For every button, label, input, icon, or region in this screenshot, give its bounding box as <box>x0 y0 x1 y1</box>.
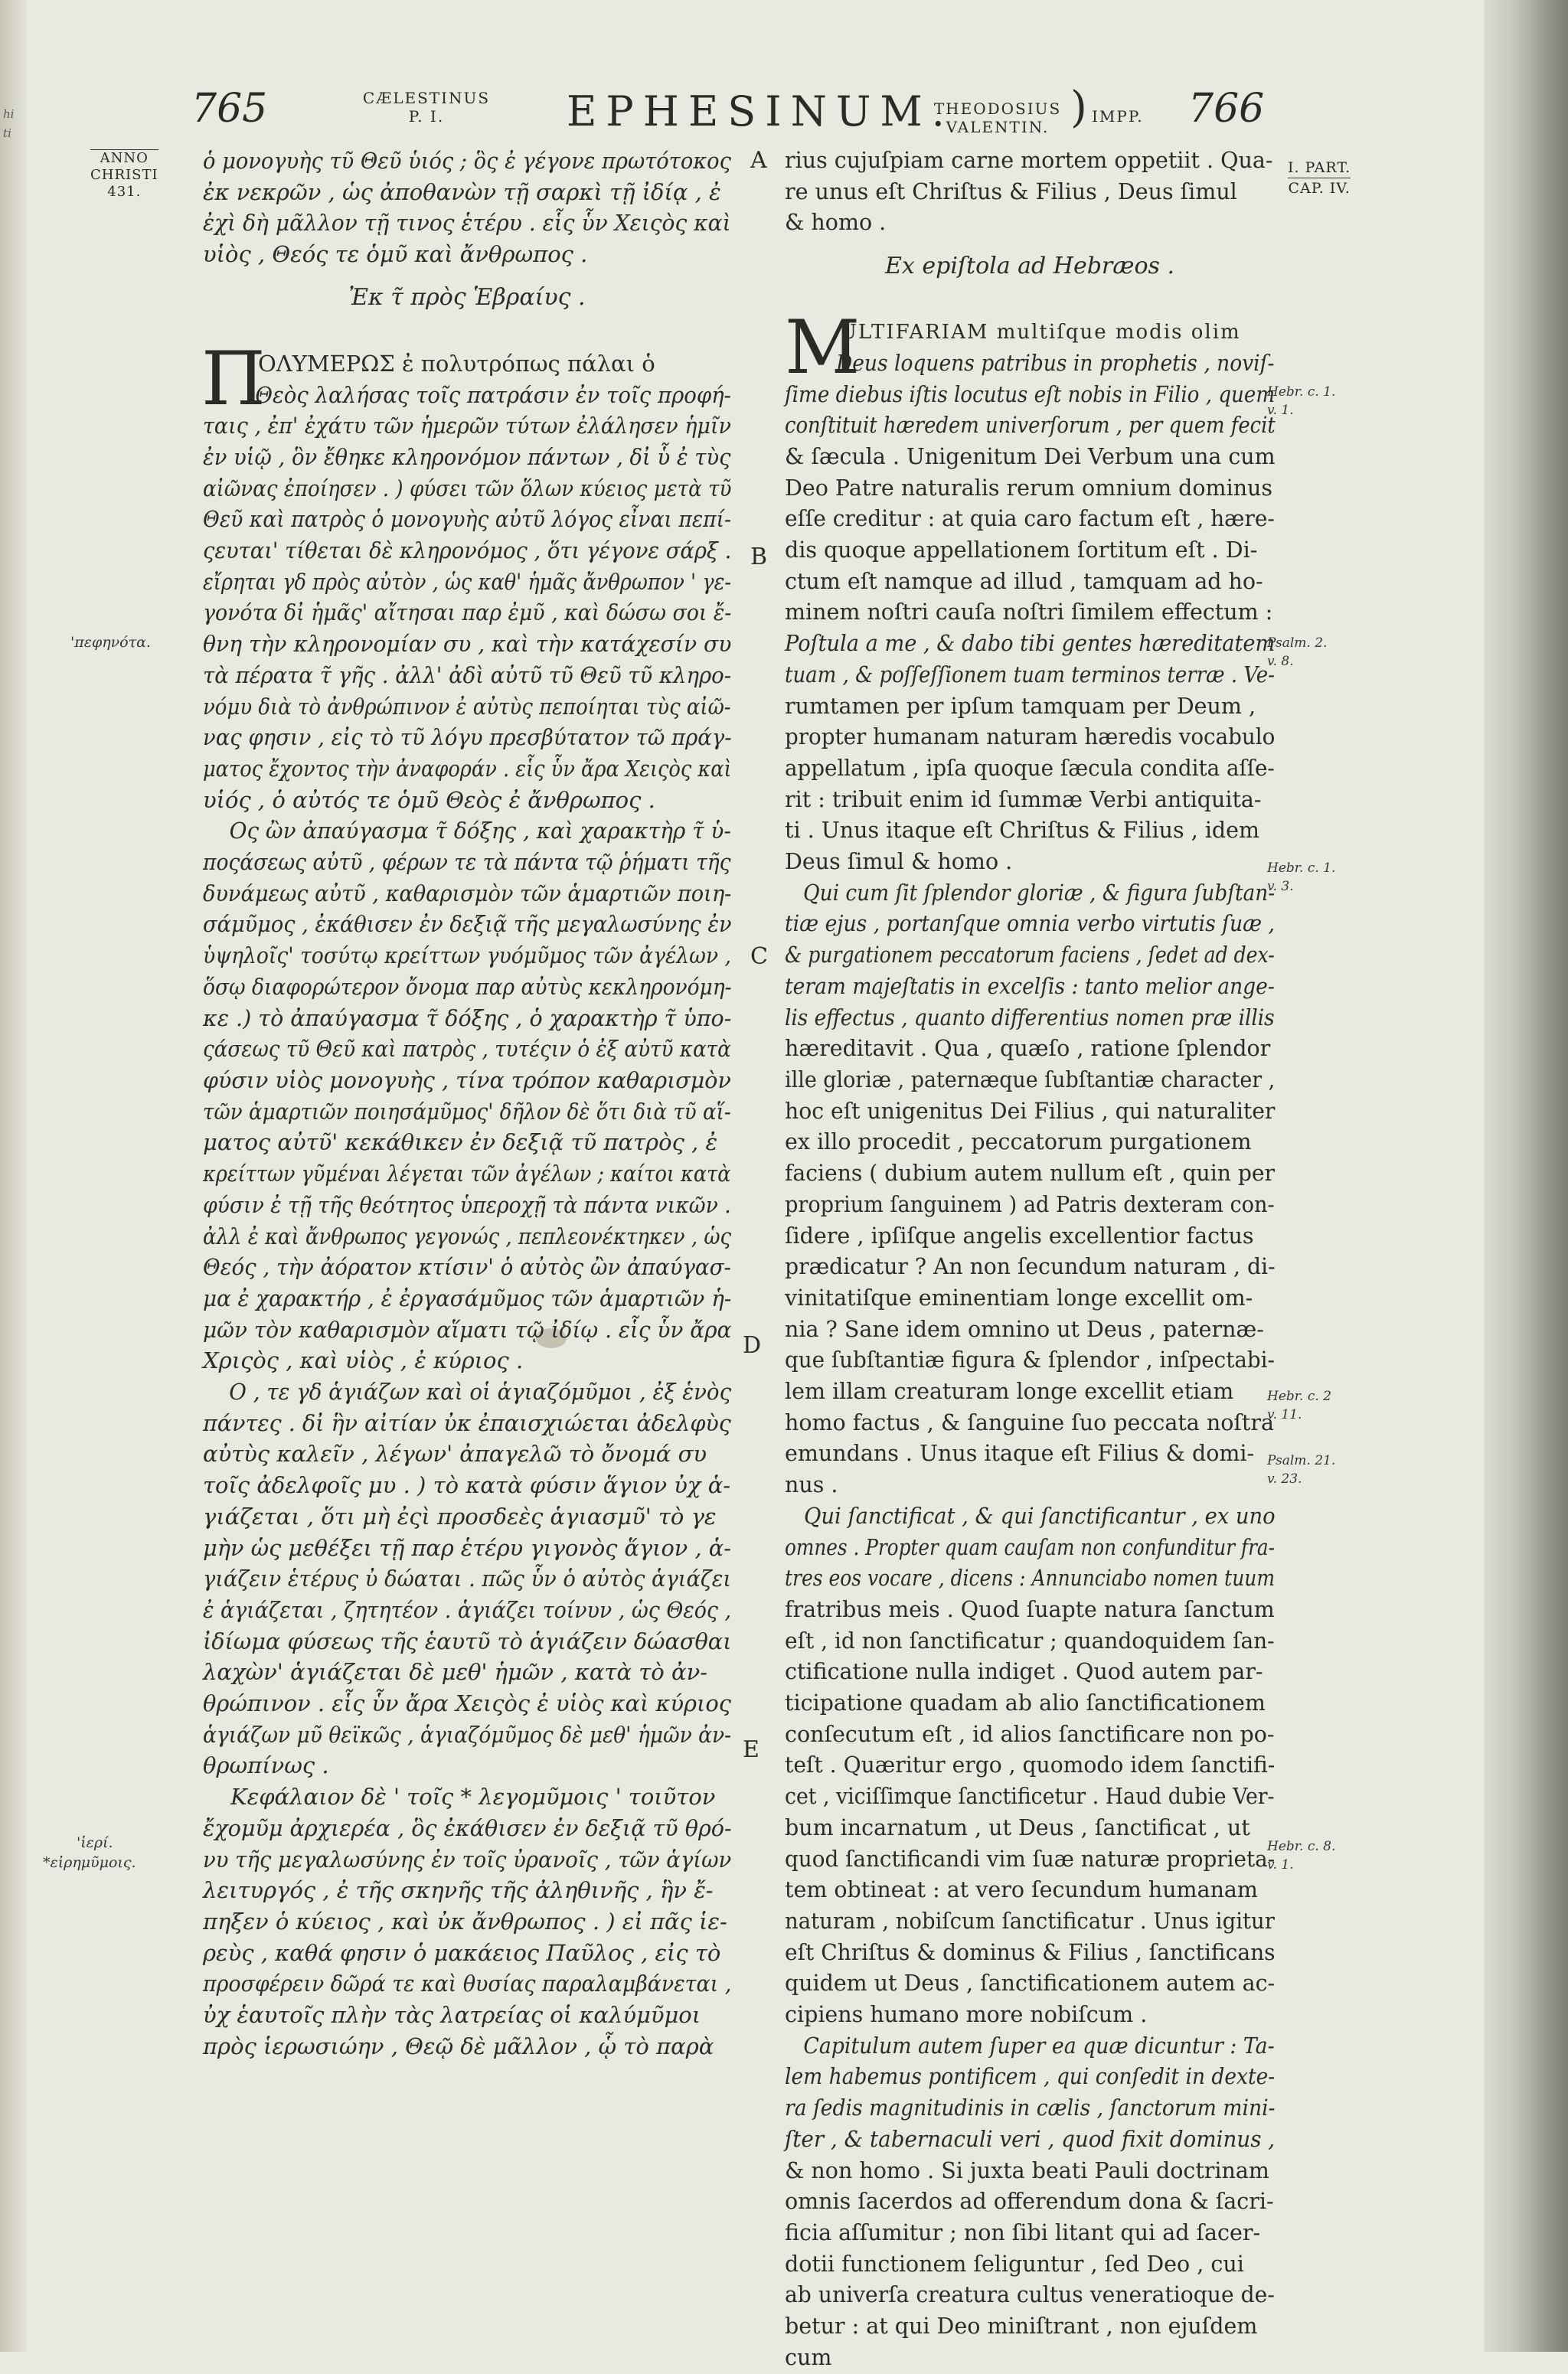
page-stack-edge <box>1484 0 1568 2352</box>
scripture-ref: Hebr. c. 2 v. 11. <box>1267 1389 1331 1422</box>
scripture-ref: Psalm. 21. v. 23. <box>1267 1453 1336 1487</box>
page-number-right: 766 <box>1188 86 1265 132</box>
text-line: ille gloriæ , paternæque ſubſtantiæ character , <box>785 1066 1276 1092</box>
margin-note-eir: *εἰρημῦμοις. <box>43 1854 136 1871</box>
text-line: conſecutum eſt , id alios ſanctificare non po- <box>785 1721 1275 1747</box>
text-line: δυνάμεως αὐτῦ , καθαρισμὸν τῶν ἁμαρτιῶν ποιη- <box>203 880 732 906</box>
greek-column <box>203 145 731 2062</box>
text-line: emundans . Unus itaque eſt Filius & domi- <box>785 1441 1255 1467</box>
greek-section-heading: Ἐκ τ̃ πρὸς Ἑβραίυς . <box>348 283 586 311</box>
text-line: Qui cum ſit ſplendor gloriæ , & figura ſubſtan- <box>803 880 1276 906</box>
text-line: νυ τῆς μεγαλωσύνης ἐν τοῖς ὐρανοῖς , τῶν ἁγίων <box>203 1846 732 1873</box>
text-line: ἐχὶ δὴ μᾶλλον τῇ τινος ἑτέρυ . εἷς ὗν Χειςὸς καὶ <box>203 210 731 237</box>
text-line: ſter , & tabernaculi veri , quod fixit dominus , <box>785 2126 1276 2152</box>
text-line: propter humanam naturam hæredis vocabulo <box>785 724 1276 750</box>
greek-paragraph-4 <box>203 1781 731 2062</box>
text-line: γιάζεται , ὅτι μὴ ἐςὶ προσδεὲς ἁγιασμῦ' τὸ γε <box>203 1503 717 1530</box>
text-line: & homo . <box>785 210 887 236</box>
text-line: Θεός , τὴν ἀόρατον κτίσιν' ὁ αὐτὸς ὢν ἀπαύγασ- <box>203 1254 731 1281</box>
text-line: Poſtula a me , & dabo tibi gentes hæreditatem <box>785 631 1276 657</box>
greek-paragraph-2 <box>203 815 731 1376</box>
page-number-left: 765 <box>191 86 268 132</box>
text-line: nia ? Sane idem omnino ut Deus , paternæ- <box>785 1316 1264 1342</box>
text-line: Deo Patre naturalis rerum omnium dominus <box>785 475 1273 501</box>
latin-paragraph-4 <box>785 2031 1275 2374</box>
text-line: Capitulum autem ſuper ea quæ dicuntur : Ta- <box>803 2033 1275 2059</box>
text-line: Deus loquens patribus in prophetis , noviſ- <box>835 350 1275 376</box>
text-line: νας φησιν , εἰς τὸ τῦ λόγυ πρεσβύτατον τῶ πράγ- <box>203 724 732 751</box>
text-line: dis quoque appellationem ſortitum eſt . Di- <box>785 537 1258 563</box>
text-line: ὅσῳ διαφορώτερον ὄνομα παρ αὐτὺς κεκληρονόμη- <box>203 973 732 1000</box>
margin-note-pefyroto: 'πεφηνότα. <box>70 634 151 651</box>
caelestinus-label: CÆLESTINUS P. I. <box>362 89 491 126</box>
text-line: proprium ſanguinem ) ad Patris dexteram con- <box>785 1191 1275 1217</box>
text-line: γιάζειν ἑτέρυς ὐ δώαται . πῶς ὗν ὁ αὐτὸς ἁγιάζει <box>203 1566 732 1592</box>
text-line: τῶν ἁμαρτιῶν ποιησάμῦμος' δῆλον δὲ ὅτι διὰ τῦ αἵ- <box>203 1098 731 1125</box>
text-line: πάντες . δἰ ἣν αἰτίαν ὐκ ἐπαισχιώεται ἀδελφὺς <box>203 1409 731 1436</box>
text-line: Θεῦ καὶ πατρὸς ὁ μονογυὴς αὐτῦ λόγος εἶναι πεπί- <box>203 506 732 533</box>
text-line: ex illo procedit , peccatorum purgationem <box>785 1129 1252 1155</box>
text-line: ti . Unus itaque eſt Chriſtus & Filius , idem <box>785 818 1260 844</box>
text-line: hæreditavit . Qua , quæſo , ratione ſplendor <box>785 1036 1271 1062</box>
text-line: naturam , nobiſcum ſanctificatur . Unus igitur <box>785 1908 1275 1934</box>
text-line: προσφέρειν δῶρά τε καὶ θυσίας παραλαμβάνεται , <box>203 1971 732 1997</box>
text-line: bum incarnatum , ut Deus , ſanctificat , ut <box>785 1814 1250 1840</box>
text-line: quod ſanctificandi vim ſuæ naturæ proprieta- <box>785 1846 1276 1872</box>
text-line: ςάσεως τῦ Θεῦ καὶ πατρὸς , τυτέςιν ὁ ἐξ αὐτῦ κατὰ <box>203 1036 731 1063</box>
section-letter-c: C <box>750 943 768 970</box>
text-line: ταις , ἐπ' ἐχάτυ τῶν ἡμερῶν τύτων ἐλάλησεν ἡμῖν <box>203 413 731 439</box>
text-line: rumtamen per ipſum tamquam per Deum , <box>785 693 1256 719</box>
text-line: ULTIFARIAM multiſque modis olim <box>840 321 1241 345</box>
text-line: lem illam creaturam longe excellit etiam <box>785 1379 1234 1405</box>
text-line: hoc eſt unigenitus Dei Filius , qui naturaliter <box>785 1098 1276 1124</box>
text-line: ρεὺς , καθά φησιν ὁ μακάειος Παῦλος , εἰς τὸ <box>203 1939 721 1966</box>
latin-paragraph-3 <box>785 1501 1275 2031</box>
text-line: quidem ut Deus , ſanctificationem autem ac- <box>785 1971 1276 1997</box>
text-line: θνη τὴν κληρονομίαν συ , καὶ τὴν κατάχεσίν συ <box>203 631 732 658</box>
text-line: teſt . Quæritur ergo , quomodo idem ſanctifi- <box>785 1752 1276 1778</box>
text-line: ποςάσεως αὐτῦ , φέρων τε τὰ πάντα τῷ ῥήματι τῆς <box>203 849 731 876</box>
latin-section-heading: Ex epiſtola ad Hebræos . <box>885 253 1174 280</box>
scripture-ref: Hebr. c. 1. v. 1. <box>1267 384 1336 418</box>
text-line: & purgationem peccatorum faciens , ſedet ad dex- <box>785 942 1275 968</box>
text-line: ματος ἔχοντος τὴν ἀναφοράν . εἷς ὗν ἄρα Χειςὸς καὶ <box>203 755 732 782</box>
text-line: tiæ ejus , portanſque omnia verbo virtutis ſuæ , <box>785 911 1275 937</box>
text-line: κε .) τὸ ἀπαύγασμα τ̃ δόξης , ὁ χαρακτὴρ τ̃ ὑπο- <box>203 1004 732 1031</box>
greek-intro <box>203 145 731 270</box>
latin-column <box>785 145 1275 2374</box>
header-brace: ) <box>1070 83 1087 132</box>
text-line: ὐχ ἑαυτοῖς πλὴν τὰς λατρείας οἱ καλύμῦμοι <box>203 2002 701 2029</box>
text-line: τὰ πέρατα τ̃ γῆς . ἀλλ' ἀδὶ αὐτῦ τῦ Θεῦ τῦ κληρο- <box>203 661 732 688</box>
text-line: re unus eſt Chriſtus & Filius , Deus ſimul <box>785 178 1237 204</box>
text-line: υἱός , ὁ αὐτός τε ὁμῦ Θεὸς ἐ ἄνθρωπος . <box>203 786 655 813</box>
text-line: πρὸς ἱερωσιώην , Θεῷ δὲ μᾶλλον , ᾧ τὸ παρὰ <box>203 2033 714 2059</box>
text-line: omnes . Propter quam cauſam non confunditur fra- <box>785 1534 1276 1560</box>
text-line: λειτυργός , ἐ τῆς σκηνῆς τῆς ἀληθινῆς , ἣν ἔ- <box>203 1877 714 1904</box>
text-line: ματος αὐτῦ' κεκάθικεν ἐν δεξιᾷ τῦ πατρὸς , ἐ <box>203 1129 718 1156</box>
text-line: vinitatiſque eminentiam longe excellit om- <box>785 1285 1253 1311</box>
latin-paragraph-1 <box>785 305 1276 878</box>
text-line: ſime diebus iſtis locutus eſt nobis in Filio , quem <box>785 381 1276 407</box>
text-line: prædicatur ? An non ſecundum naturam , di- <box>785 1254 1276 1280</box>
text-line: ὁ μονογυὴς τῦ Θεῦ ὑιός ; ὃς ἐ γέγονε πρωτότοκος <box>203 148 731 174</box>
section-letter-a: A <box>750 147 767 174</box>
text-line: tres eos vocare , dicens : Annunciabo nomen tuum <box>785 1566 1276 1592</box>
text-line: eſt Chriſtus & dominus & Filius , ſanctificans <box>785 1939 1276 1965</box>
text-line: cet , viciſſimque ſanctificetur . Haud dubie Ver- <box>785 1784 1275 1810</box>
greek-paragraph-1 <box>201 335 732 816</box>
latin-paragraph-2 <box>785 878 1275 1501</box>
text-line: ςευται' τίθεται δὲ κληρονόμος , ὅτι γέγονε σάρξ . <box>203 537 732 564</box>
text-line: lem habemus pontificem , qui conſedit in dexte- <box>785 2064 1276 2090</box>
margin-note-ieri: 'ἱερί. <box>77 1834 113 1851</box>
text-line: ab univerſa creatura cultus veneratioque de- <box>785 2282 1275 2308</box>
text-line: ἀλλ ἐ καὶ ἄνθρωπος γεγονώς , πεπλεονέκτηκεν , ὡς <box>203 1223 732 1249</box>
text-line: σάμῦμος , ἐκάθισεν ἐν δεξιᾷ τῆς μεγαλωσύνης ἐν <box>203 911 732 938</box>
text-line: tem obtineat : at vero ſecundum humanam <box>785 1877 1258 1903</box>
text-line: ΟΛΥΜΕΡΩΣ ἐ πολυτρόπως πάλαι ὁ <box>258 350 655 377</box>
text-line: rius cujuſpiam carne mortem oppetiit . Qua- <box>785 148 1273 173</box>
section-letter-b: B <box>750 544 768 570</box>
text-line: teram majeſtatis in excelſis : tanto melior ange- <box>785 973 1275 999</box>
previous-page-edge: hi ti <box>0 0 26 2352</box>
text-line: Χριςὸς , καὶ υἱὸς , ἐ κύριος . <box>203 1347 524 1374</box>
text-line: ὑψηλοῖς' τοσύτῳ κρείττων γυόμῦμος τῶν ἀγέλων , <box>203 942 731 969</box>
part-chapter-note: I. PART. CAP. IV. <box>1288 159 1351 197</box>
text-line: ἐκ νεκρῶν , ὡς ἀποθανὼν τῇ σαρκὶ τῇ ἰδίᾳ , ἐ <box>203 178 721 205</box>
text-line: Deus ſimul & homo . <box>785 849 1013 875</box>
text-line: conſtituit hæredem univerſorum , per quem fecit <box>785 413 1276 439</box>
text-line: μὴν ὡς μεθέξει τῇ παρ ἑτέρυ γιγονὸς ἅγιον , ἁ- <box>203 1534 731 1561</box>
text-line: ἔχομῦμ ἀρχιερέα , ὃς ἐκάθισεν ἐν δεξιᾷ τῦ θρό- <box>203 1814 732 1841</box>
text-line: ſidere , ipſiſque angelis excellentior factus <box>785 1223 1254 1249</box>
text-line: cipiens humano more nobiſcum . <box>785 2002 1148 2028</box>
text-line: πηξεν ὁ κύειος , καὶ ὐκ ἄνθρωπος . ) εἰ πᾶς ἱε- <box>203 1908 727 1935</box>
text-line: ἰδίωμα φύσεως τῆς ἑαυτῦ τὸ ἁγιάζειν δώασθαι <box>203 1628 732 1654</box>
text-line: θρώπινον . εἷς ὗν ἄρα Χειςὸς ἐ υἱὸς καὶ κύριος <box>203 1690 731 1717</box>
text-line: Qui ſanctificat , & qui ſanctificantur , ex uno <box>803 1503 1276 1529</box>
theodosius-label: THEODOSIUS VALENTIN. <box>933 100 1062 136</box>
latin-drop-cap: M <box>785 305 861 391</box>
text-line: ἐ ἁγιάζεται , ζητητέον . ἁγιάζει τοίνυν , ὡς Θεός , <box>203 1596 732 1623</box>
text-line: fratribus meis . Quod ſuapte natura ſanctum <box>785 1596 1275 1622</box>
greek-drop-cap: Π <box>201 335 266 422</box>
text-line: νόμυ διὰ τὸ ἀνθρώπινον ἐ αὐτὺς πεποίηται τὺς αἰῶ- <box>203 693 731 720</box>
text-line: ra ſedis magnitudinis in cælis , ſanctorum mini- <box>785 2095 1276 2121</box>
text-line: betur : at qui Deo miniſtrant , non ejuſdem <box>785 2314 1258 2340</box>
text-line: κρείττων γῦμέναι λέγεται τῶν ἀγέλων ; καίτοι κατὰ <box>203 1161 731 1187</box>
text-line: μῶν τὸν καθαρισμὸν αἵματι τῷ ἰδίῳ . εἷς ὗν ἄρα <box>203 1316 732 1343</box>
text-line: αὐτὺς καλεῖν , λέγων' ἀπαγελῶ τὸ ὄνομά συ <box>203 1441 707 1468</box>
text-line: cum <box>785 2344 832 2370</box>
section-letter-d: D <box>743 1332 762 1359</box>
text-line: εἴρηται γδ πρὸς αὐτὸν , ὡς καθ' ἡμᾶς ἄνθρωπον ' γε- <box>203 568 732 595</box>
text-line: eſt , id non ſanctificatur ; quandoquidem ſan- <box>785 1628 1275 1654</box>
text-line: homo factus , & ſanguine ſuo peccata noſtra <box>785 1409 1274 1435</box>
latin-intro <box>785 145 1275 239</box>
text-line: omnis ſacerdos ad offerendum dona & ſacri- <box>785 2189 1274 2215</box>
text-line: eſſe creditur : at quia caro factum eſt , hære- <box>785 506 1275 532</box>
text-line: rit : tribuit enim id ſummæ Verbi antiquita- <box>785 786 1262 812</box>
text-line: minem noſtri cauſa noſtri ſimilem effectum : <box>785 599 1273 625</box>
text-line: nus . <box>785 1472 838 1498</box>
text-line: ἐν υἱῷ , ὃν ἔθηκε κληρονόμον πάντων , δἰ ὗ ἐ τὺς <box>203 443 731 470</box>
text-line: λαχὼν' ἁγιάζεται δὲ μεθ' ἡμῶν , κατὰ τὸ ἀν- <box>203 1659 707 1686</box>
scripture-ref: Hebr. c. 1. v. 3. <box>1267 860 1336 894</box>
text-line: & non homo . Si juxta beati Pauli doctrinam <box>785 2157 1269 2183</box>
text-line: μα ἐ χαρακτήρ , ἐ ἐργασάμῦμος τῶν ἁμαρτιῶν ἡ- <box>203 1285 732 1311</box>
text-line: & ſæcula . Unigenitum Dei Verbum una cum <box>785 443 1276 469</box>
section-letter-e: E <box>743 1736 760 1763</box>
text-line: lis effectus , quanto differentius nomen præ illis <box>785 1004 1275 1030</box>
text-line: ctum eſt namque ad illud , tamquam ad ho- <box>785 568 1263 594</box>
scripture-ref: Psalm. 2. v. 8. <box>1267 635 1328 669</box>
text-line: Κεφάλαιον δὲ ' τοῖς * λεγομῦμοις ' τοιῦτον <box>230 1784 716 1811</box>
text-line: τοῖς ἀδελφοῖς μυ . ) τὸ κατὰ φύσιν ἅγιον ὐχ ἁ- <box>203 1472 731 1499</box>
text-line: ctificatione nulla indiget . Quod autem par- <box>785 1659 1263 1685</box>
text-line: ἁγιάζων μῦ θεϊκῶς , ἁγιαζόμῦμος δὲ μεθ' ἡμῶν ἀν- <box>203 1721 732 1748</box>
greek-paragraph-3 <box>203 1376 731 1781</box>
text-line: faciens ( dubium autem nullum eſt , quin per <box>785 1161 1276 1187</box>
text-line: ficia aſſumitur ; non ſibi litant qui ad ſacer- <box>785 2220 1261 2245</box>
running-title: EPHESINUM. <box>567 87 954 136</box>
text-line: que ſubſtantiæ figura & ſplendor , inſpectabi- <box>785 1347 1275 1373</box>
text-line: γονότα δἰ ἡμᾶς' αἴτησαι παρ ἐμῦ , καὶ δώσω σοι ἔ- <box>203 599 732 626</box>
scripture-ref: Hebr. c. 8. v. 1. <box>1267 1839 1336 1873</box>
text-line: dotii functionem ſeliguntur , ſed Deo , cui <box>785 2251 1244 2277</box>
text-line: αἰῶνας ἐποίησεν . ) φύσει τῶν ὅλων κύειος μετὰ τῦ <box>203 475 732 501</box>
text-line: θρωπίνως . <box>203 1752 329 1779</box>
impp-label: IMPP. <box>1092 107 1144 126</box>
text-line: Ος ὢν ἀπαύγασμα τ̃ δόξης , καὶ χαρακτὴρ τ̃ ὑ- <box>229 818 731 844</box>
text-line: ticipatione quadam ab alio ſanctificationem <box>785 1690 1266 1716</box>
text-line: φύσιν ἐ τῇ τῆς θεότητος ὑπεροχῇ τὰ πάντα νικῶν . <box>203 1191 731 1218</box>
anno-christi-note: ANNO CHRISTI 431. <box>90 150 158 200</box>
text-line: Θεὸς λαλήσας τοῖς πατράσιν ἐν τοῖς προφή- <box>255 381 731 408</box>
text-line: υἱὸς , Θεός τε ὁμῦ καὶ ἄνθρωπος . <box>203 241 588 268</box>
text-line: Ο , τε γδ ἁγιάζων καὶ οἱ ἁγιαζόμῦμοι , ἐξ ἑνὸς <box>229 1379 732 1406</box>
text-line: appellatum , ipſa quoque ſæcula condita aſſe- <box>785 755 1275 781</box>
text-line: φύσιν υἱὸς μονογυὴς , τίνα τρόπον καθαρισμὸν <box>203 1066 731 1093</box>
text-line: tuam , & poſſeſſionem tuam terminos terræ . Ve- <box>785 661 1275 687</box>
